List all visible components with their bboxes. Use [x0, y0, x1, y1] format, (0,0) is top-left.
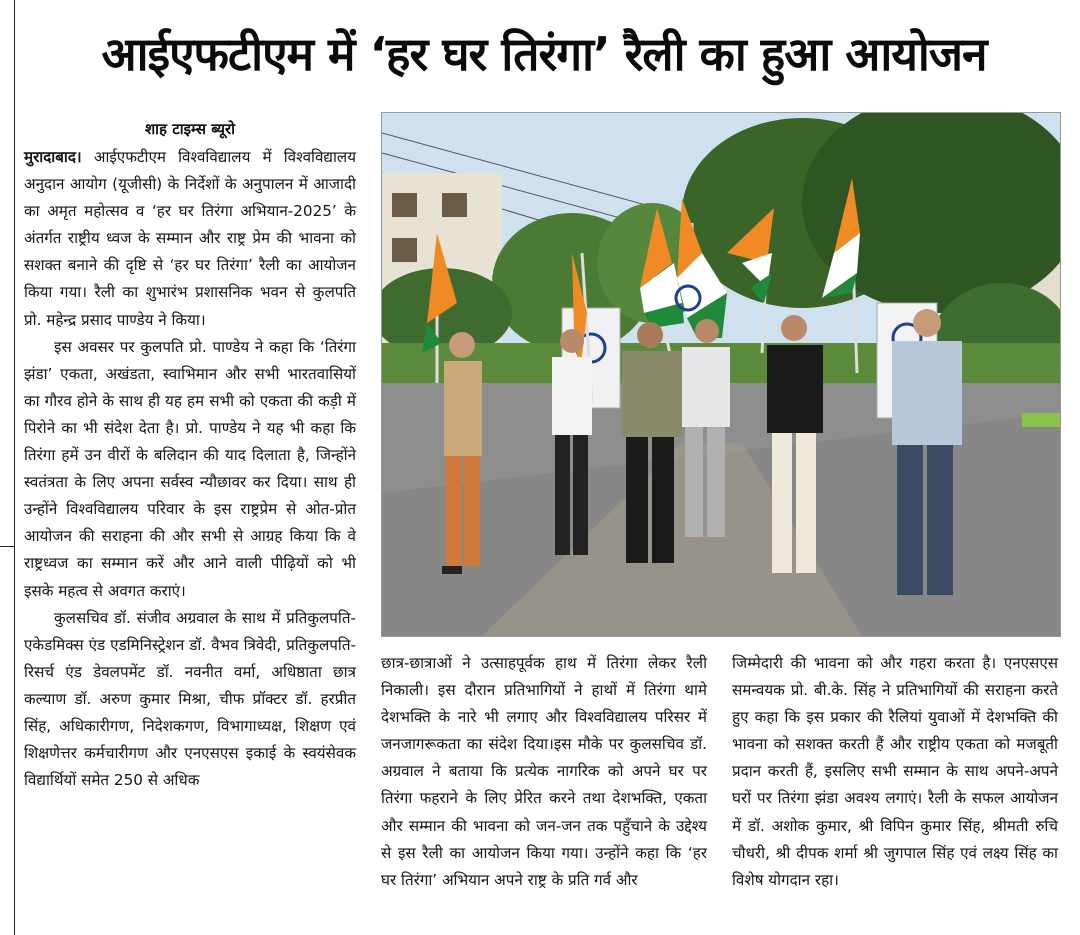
article-paragraph: कुलसचिव डॉ. संजीव अग्रवाल के साथ में प्रतिकुलपति- एकेडमिक्स एंड एडमिनिस्ट्रेशन डॉ. वैभव त्रिवेदी, प्रतिकुलपति- रिसर्च एंड डेवलपमेंट डॉ. नवनीत वर्मा, अधिष्ठाता छात्र कल्याण डॉ. अरुण कुमार मिश्रा, चीफ प्रॉक्टर डॉ. हरप्रीत सिंह, अधिकारीगण, निदेशकगण, विभागाध्यक्ष, शिक्षण एवं शिक्षणेत्तर कर्मचारीगण और एनएसएस इकाई के स्वयंसेवक विद्यार्थियों समेत 250 से अधिक: [24, 608, 356, 790]
article-paragraph: छात्र-छात्राओं ने उत्साहपूर्वक हाथ में तिरंगा लेकर रैली निकाली। इस दौरान प्रतिभागियों ने हाथों में तिरंगा थामे देशभक्ति के नारे भी लगाए और विश्वविद्यालय परिसर में जनजागरूकता का संदेश दिया।इस मौके पर कुलसचिव डॉ. अग्रवाल ने बताया कि प्रत्येक नागरिक को अपने घर पर तिरंगा फहराने के लिए प्रेरित करने तथा देशभक्ति, एकता और सम्मान की भावना को जन-जन तक पहुँचाने के उद्देश्य से इस रैली का आयोजन किया गया। उन्होंने कहा कि ‘हर घर तिरंगा’ अभियान अपने राष्ट्र के प्रति गर्व और: [381, 654, 707, 889]
margin-tick: [0, 546, 14, 547]
article-column-left: [24, 144, 356, 794]
headline: आईएफटीएम में ‘हर घर तिरंगा’ रैली का हुआ आयोजन: [101, 27, 987, 81]
rally-photo-illustration: [382, 113, 1060, 636]
article-column-right: [732, 650, 1058, 894]
byline: शाह टाइम्स ब्यूरो: [144, 120, 236, 138]
paragraph-text: आईएफटीएम विश्वविद्यालय में विश्वविद्यालय अनुदान आयोग (यूजीसी) के निर्देशों के अनुपालन में आजादी का अमृत महोत्सव व ‘हर घर तिरंगा अभियान-2025’ के अंतर्गत राष्ट्रीय ध्वज के सम्मान और राष्ट्र प्रेम की भावना को सशक्त बनाने की दृष्टि से ‘हर घर तिरंगा’ रैली का आयोजन किया गया। रैली का शुभारंभ प्रशासनिक भवन से कुलपति प्रो. महेन्द्र प्रसाद पाण्डेय ने किया।: [24, 148, 357, 329]
article-paragraph: [24, 144, 356, 334]
article-column-middle: [381, 650, 707, 894]
column-rule: [14, 0, 15, 935]
dateline: मुरादाबाद।: [24, 148, 82, 166]
rally-photo: [381, 112, 1061, 637]
article-paragraph: जिम्मेदारी की भावना को और गहरा करता है। एनएसएस समन्वयक प्रो. बी.के. सिंह ने प्रतिभागियों की सराहना करते हुए कहा कि इस प्रकार की रैलियां युवाओं में देशभक्ति की भावना को सशक्त करती हैं और राष्ट्रीय एकता को मजबूती प्रदान करती हैं, इसलिए सभी सम्मान के साथ अपने-अपने घरों पर तिरंगा झंडा अवश्य लगाएं। रैली के सफल आयोजन में डॉ. अशोक कुमार, श्री विपिन कुमार सिंह, श्रीमती रुचि चौधरी, श्री दीपक शर्मा श्री जुगपाल सिंह एवं लक्ष्य सिंह का विशेष योगदान रहा।: [732, 654, 1058, 889]
article-paragraph: इस अवसर पर कुलपति प्रो. पाण्डेय ने कहा कि ‘तिरंगा झंडा’ एकता, अखंडता, स्वाभिमान और सभी भारतवासियों का गौरव होने के साथ ही यह हम सभी को एकता की कड़ी में पिरोने का भी संदेश देता है। प्रो. पाण्डेय ने यह भी कहा कि तिरंगा हमें उन वीरों के बलिदान की याद दिलाता है, जिन्होंने स्वतंत्रता के लिए अपना सर्वस्व न्यौछावर कर दिया। साथ ही उन्होंने विश्वविद्यालय परिवार के इस राष्ट्रप्रेम से ओत-प्रोत आयोजन की सराहना की और सभी से आग्रह किया कि वे राष्ट्रध्वज का सम्मान करें और आने वाली पीढ़ियों को भी इसके महत्व से अवगत कराएं।: [24, 337, 356, 600]
